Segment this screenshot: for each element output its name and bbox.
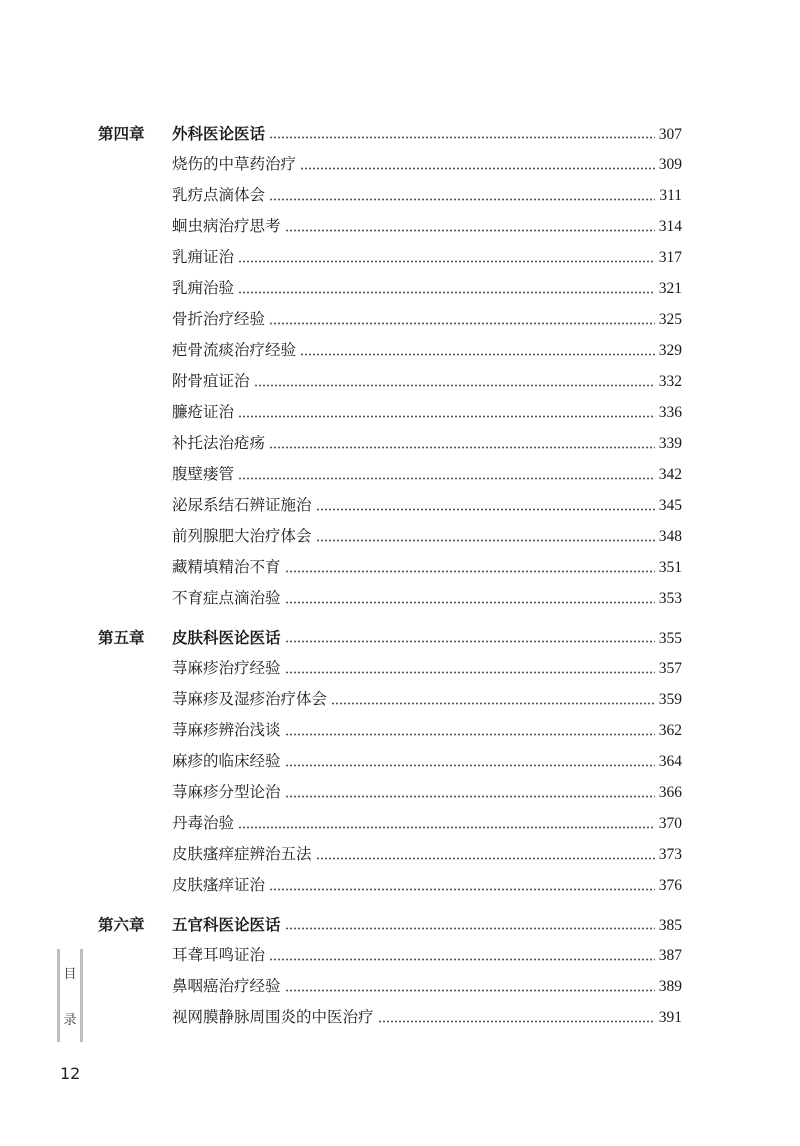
toc-entry[interactable] bbox=[98, 490, 682, 521]
toc-entry[interactable] bbox=[98, 777, 682, 808]
toc-entry[interactable] bbox=[98, 335, 682, 366]
leader-dots bbox=[269, 198, 655, 201]
chapter-number: 第五章 bbox=[98, 628, 145, 647]
toc-entry[interactable] bbox=[98, 971, 682, 1002]
entry-title: 蛔虫病治疗思考 bbox=[172, 217, 281, 235]
entry-title: 藏精填精治不育 bbox=[172, 558, 281, 576]
entry-title: 不育症点滴治验 bbox=[172, 589, 281, 607]
entry-title: 骨折治疗经验 bbox=[172, 310, 266, 328]
leader-dots bbox=[331, 702, 655, 705]
page-ref: 345 bbox=[658, 497, 682, 514]
side-tab-char: 录 bbox=[63, 1013, 77, 1029]
entry-title: 荨麻疹分型论治 bbox=[172, 783, 281, 801]
toc-entry[interactable] bbox=[98, 397, 682, 428]
leader-dots bbox=[316, 857, 655, 860]
page-ref: 353 bbox=[658, 590, 682, 607]
entry-title: 皮肤瘙痒证治 bbox=[172, 876, 266, 894]
toc-entry[interactable] bbox=[98, 684, 682, 715]
leader-dots bbox=[269, 136, 655, 139]
chapter-heading[interactable] bbox=[98, 622, 682, 653]
entry-title: 臁疮证治 bbox=[172, 403, 235, 421]
page-ref: 370 bbox=[658, 815, 682, 832]
toc-entry[interactable] bbox=[98, 180, 682, 211]
entry-title: 荨麻疹辨治浅谈 bbox=[172, 721, 281, 739]
leader-dots bbox=[316, 539, 655, 542]
leader-dots bbox=[285, 640, 655, 643]
chapter-title: 皮肤科医论医话 bbox=[172, 628, 281, 647]
leader-dots bbox=[285, 229, 655, 232]
leader-dots bbox=[238, 826, 655, 829]
page-ref: 321 bbox=[658, 280, 682, 297]
page-ref: 307 bbox=[658, 126, 682, 143]
leader-dots bbox=[285, 671, 655, 674]
chapter-heading[interactable] bbox=[98, 909, 682, 940]
entry-title: 耳聋耳鸣证治 bbox=[172, 946, 266, 964]
toc-entry[interactable] bbox=[98, 870, 682, 901]
page-ref: 325 bbox=[658, 311, 682, 328]
side-tab-char: 目 bbox=[63, 966, 77, 982]
toc-entry[interactable] bbox=[98, 521, 682, 552]
page-ref: 339 bbox=[658, 435, 682, 452]
entry-title: 乳痈证治 bbox=[172, 248, 235, 266]
chapter-title: 外科医论医话 bbox=[172, 124, 266, 143]
entry-title: 麻疹的临床经验 bbox=[172, 752, 281, 770]
page-ref: 336 bbox=[658, 404, 682, 421]
entry-title: 疤骨流痰治疗经验 bbox=[172, 341, 297, 359]
leader-dots bbox=[238, 291, 655, 294]
entry-title: 丹毒治验 bbox=[172, 814, 235, 832]
entry-title: 附骨疽证治 bbox=[172, 372, 250, 390]
page-ref: 366 bbox=[658, 784, 682, 801]
toc-entry[interactable] bbox=[98, 808, 682, 839]
page-ref: 329 bbox=[658, 342, 682, 359]
chapter-title: 五官科医论医话 bbox=[172, 915, 281, 934]
leader-dots bbox=[285, 989, 655, 992]
entry-title: 荨麻疹及湿疹治疗体会 bbox=[172, 690, 328, 708]
toc-entry[interactable] bbox=[98, 940, 682, 971]
leader-dots bbox=[254, 384, 655, 387]
toc-entry[interactable] bbox=[98, 839, 682, 870]
leader-dots bbox=[238, 415, 655, 418]
entry-title: 前列腺肥大治疗体会 bbox=[172, 527, 312, 545]
entry-title: 补托法治疮疡 bbox=[172, 434, 266, 452]
page-ref: 387 bbox=[658, 947, 682, 964]
leader-dots bbox=[238, 477, 655, 480]
leader-dots bbox=[269, 888, 655, 891]
leader-dots bbox=[269, 446, 655, 449]
toc-entry[interactable] bbox=[98, 149, 682, 180]
leader-dots bbox=[285, 733, 655, 736]
page-ref: 362 bbox=[658, 722, 682, 739]
leader-dots bbox=[378, 1020, 655, 1023]
leader-dots bbox=[285, 795, 655, 798]
page-ref: 314 bbox=[658, 218, 682, 235]
leader-dots bbox=[285, 764, 655, 767]
chapter-number: 第四章 bbox=[98, 124, 145, 143]
page-ref: 359 bbox=[658, 691, 682, 708]
page-ref: 389 bbox=[658, 978, 682, 995]
page-number: 12 bbox=[60, 1064, 81, 1083]
toc-entry[interactable] bbox=[98, 746, 682, 777]
toc-entry[interactable] bbox=[98, 428, 682, 459]
toc-entry[interactable] bbox=[98, 552, 682, 583]
entry-title: 皮肤瘙痒症辨治五法 bbox=[172, 845, 312, 863]
entry-title: 乳痈治验 bbox=[172, 279, 235, 297]
section-side-tab bbox=[57, 949, 83, 1042]
page-ref: 332 bbox=[658, 373, 682, 390]
toc-entry[interactable] bbox=[98, 242, 682, 273]
page-ref: 355 bbox=[658, 630, 682, 647]
page-ref: 317 bbox=[658, 249, 682, 266]
entry-title: 腹壁瘘管 bbox=[172, 465, 235, 483]
page-ref: 311 bbox=[659, 187, 682, 204]
toc-entry[interactable] bbox=[98, 304, 682, 335]
leader-dots bbox=[300, 167, 655, 170]
page-ref: 351 bbox=[658, 559, 682, 576]
leader-dots bbox=[285, 570, 655, 573]
toc-entry[interactable] bbox=[98, 653, 682, 684]
page-ref: 364 bbox=[658, 753, 682, 770]
page-ref: 342 bbox=[658, 466, 682, 483]
leader-dots bbox=[269, 322, 655, 325]
table-of-contents bbox=[98, 118, 682, 1033]
page-ref: 385 bbox=[658, 917, 682, 934]
page-ref: 348 bbox=[658, 528, 682, 545]
page-ref: 391 bbox=[658, 1009, 682, 1026]
leader-dots bbox=[285, 927, 655, 930]
toc-entry[interactable] bbox=[98, 715, 682, 746]
toc-entry[interactable] bbox=[98, 1002, 682, 1033]
chapter-number: 第六章 bbox=[98, 915, 145, 934]
page-ref: 373 bbox=[658, 846, 682, 863]
toc-entry[interactable] bbox=[98, 273, 682, 304]
toc-entry[interactable] bbox=[98, 211, 682, 242]
entry-title: 视网膜静脉周围炎的中医治疗 bbox=[172, 1008, 374, 1026]
leader-dots bbox=[300, 353, 655, 356]
page-ref: 309 bbox=[658, 156, 682, 173]
entry-title: 泌尿系结石辨证施治 bbox=[172, 496, 312, 514]
chapter-heading[interactable] bbox=[98, 118, 682, 149]
toc-entry[interactable] bbox=[98, 366, 682, 397]
entry-title: 乳疠点滴体会 bbox=[172, 186, 266, 204]
leader-dots bbox=[238, 260, 655, 263]
entry-title: 烧伤的中草药治疗 bbox=[172, 155, 297, 173]
leader-dots bbox=[269, 958, 655, 961]
page-ref: 357 bbox=[658, 660, 682, 677]
entry-title: 荨麻疹治疗经验 bbox=[172, 659, 281, 677]
leader-dots bbox=[285, 601, 655, 604]
leader-dots bbox=[316, 508, 655, 511]
toc-entry[interactable] bbox=[98, 459, 682, 490]
page-ref: 376 bbox=[658, 877, 682, 894]
entry-title: 鼻咽癌治疗经验 bbox=[172, 977, 281, 995]
toc-entry[interactable] bbox=[98, 583, 682, 614]
